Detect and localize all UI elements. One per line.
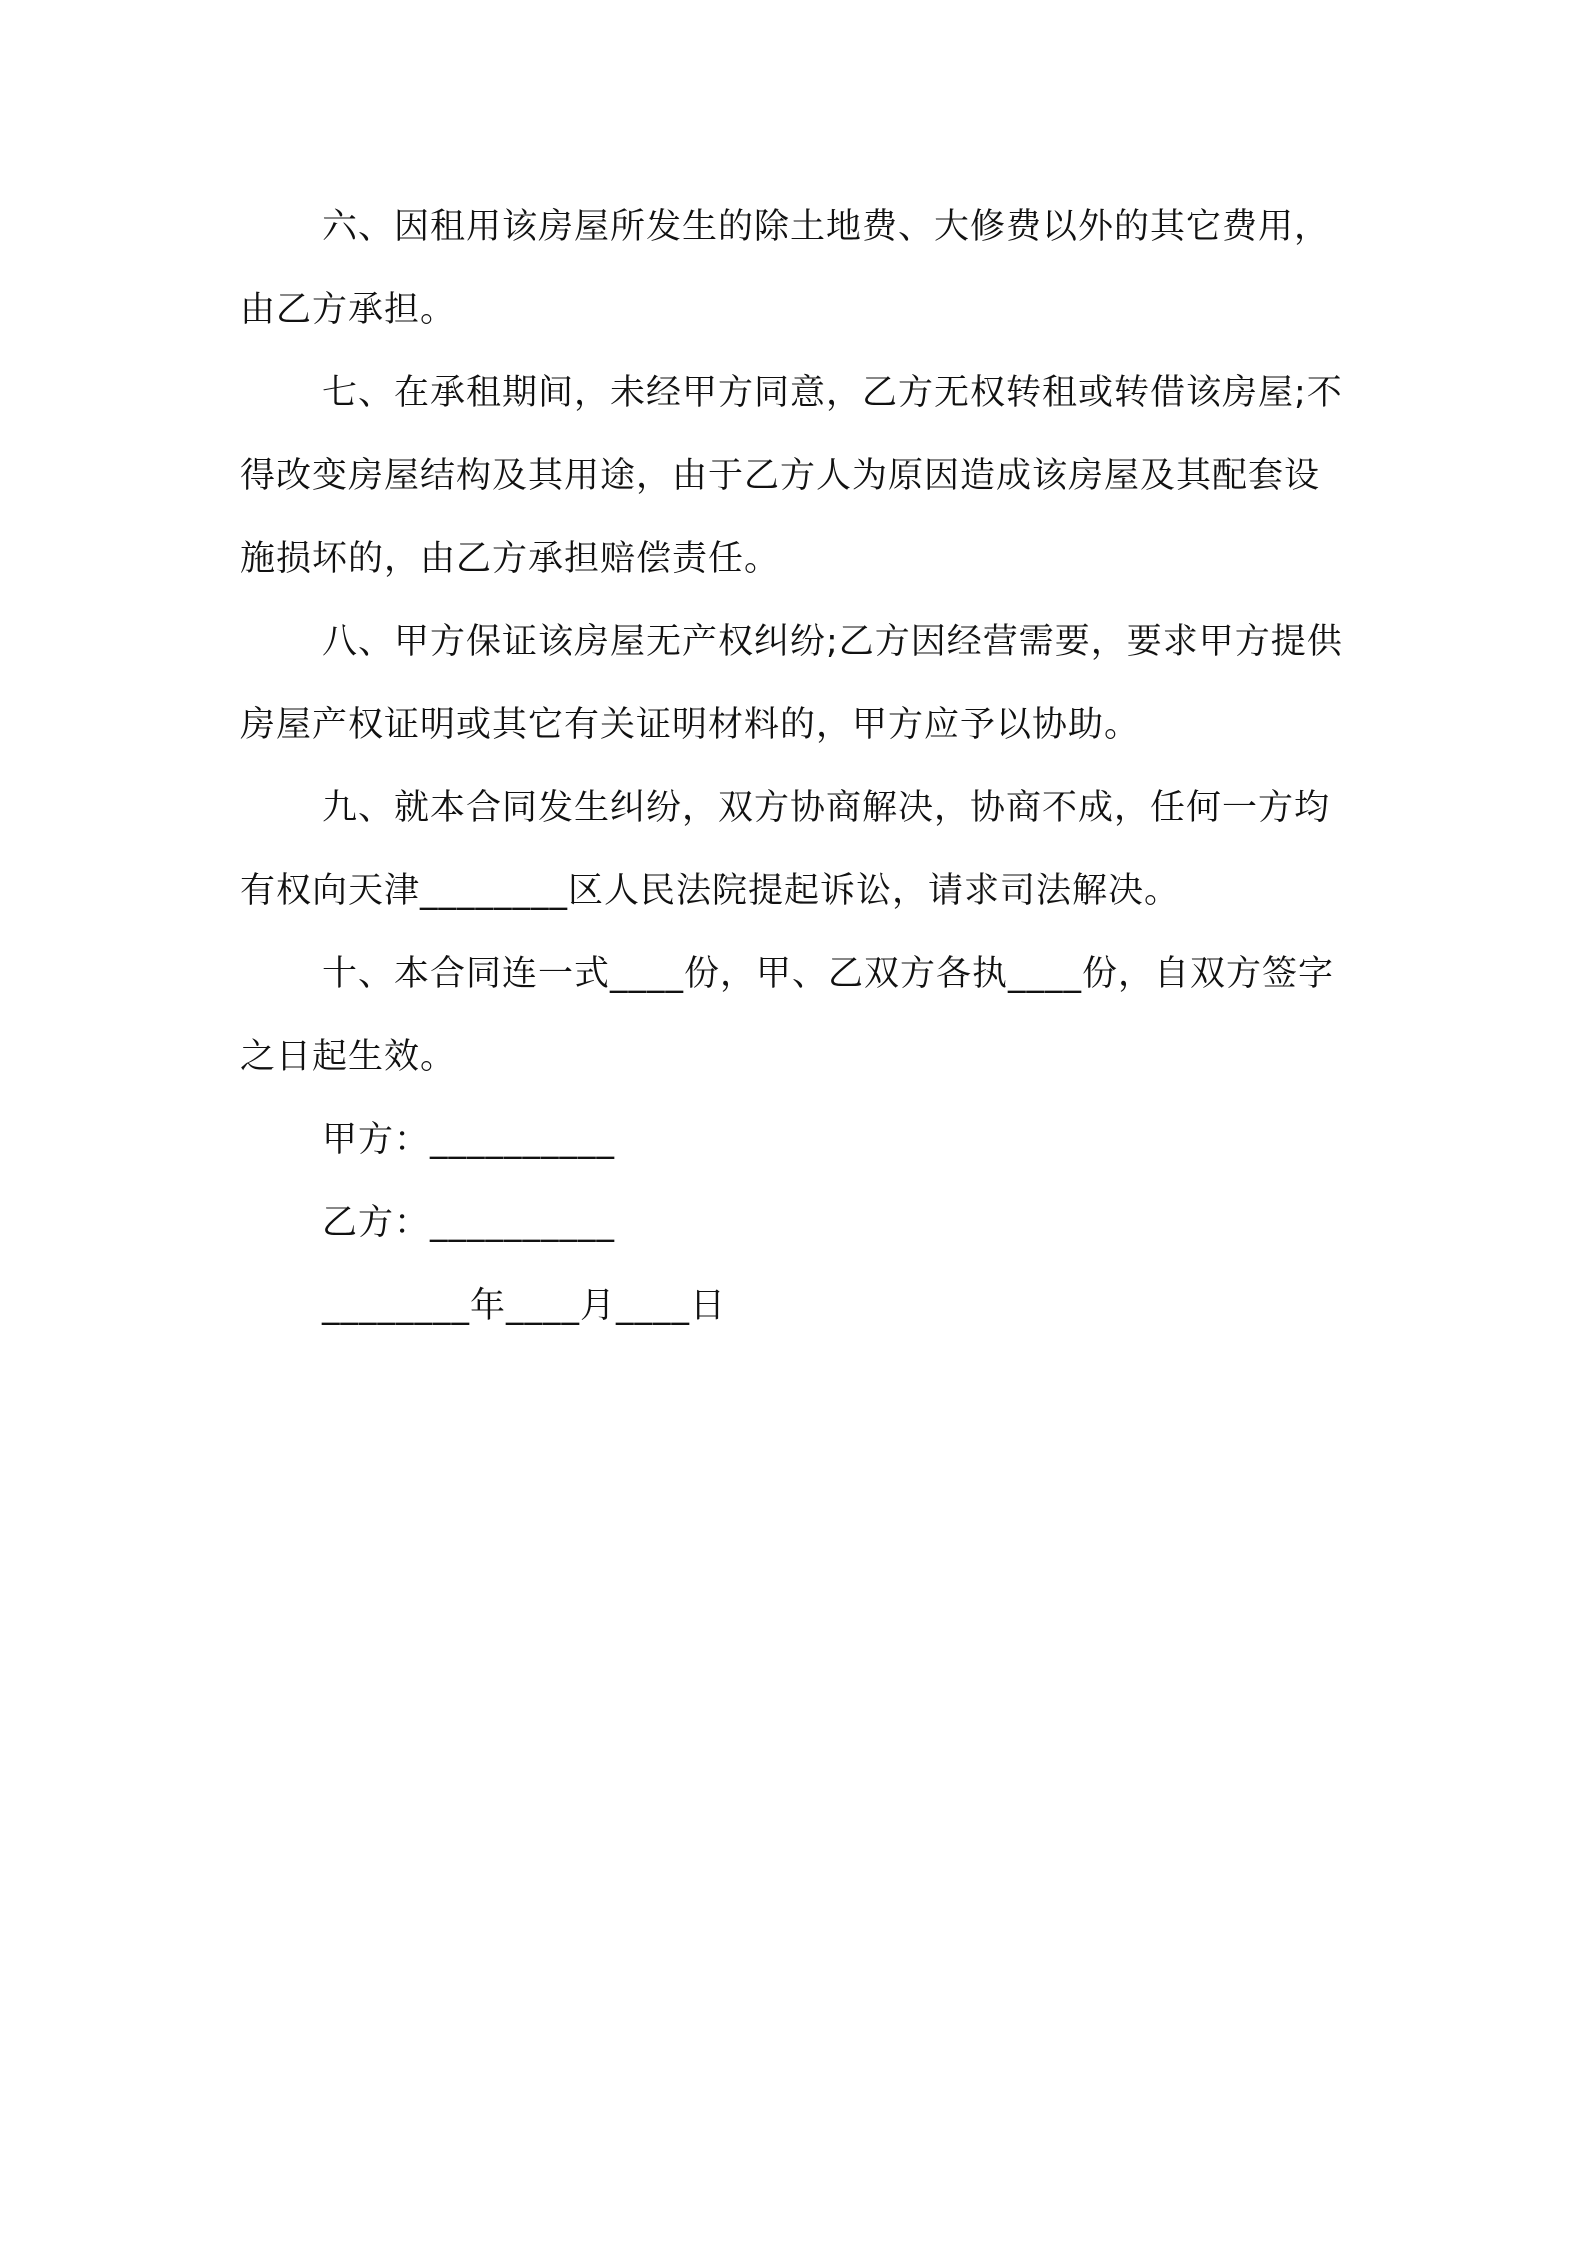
party-a-signature-line: 甲方：__________ xyxy=(322,1120,616,1160)
clause-7: 七、在承租期间，未经甲方同意，乙方无权转租或转借该房屋;不得改变房屋结构及其用途，由于乙方人为原因造成该房屋及其配套设施损坏的，由乙方承担赔偿责任。 xyxy=(240,373,1343,579)
contract-body xyxy=(240,186,1355,1348)
signing-date-line: ________年____月____日 xyxy=(322,1286,727,1326)
party-b-signature-line: 乙方：__________ xyxy=(322,1203,616,1243)
clause-6: 六、因租用该房屋所发生的除土地费、大修费以外的其它费用，由乙方承担。 xyxy=(240,207,1331,330)
clause-10: 十、本合同连一式____份，甲、乙双方各执____份，自双方签字之日起生效。 xyxy=(240,954,1335,1077)
clause-8: 八、甲方保证该房屋无产权纠纷;乙方因经营需要，要求甲方提供房屋产权证明或其它有关证明材料的，甲方应予以协助。 xyxy=(240,622,1343,745)
clause-9: 九、就本合同发生纠纷，双方协商解决，协商不成，任何一方均有权向天津________区人民法院提起诉讼，请求司法解决。 xyxy=(240,788,1331,911)
